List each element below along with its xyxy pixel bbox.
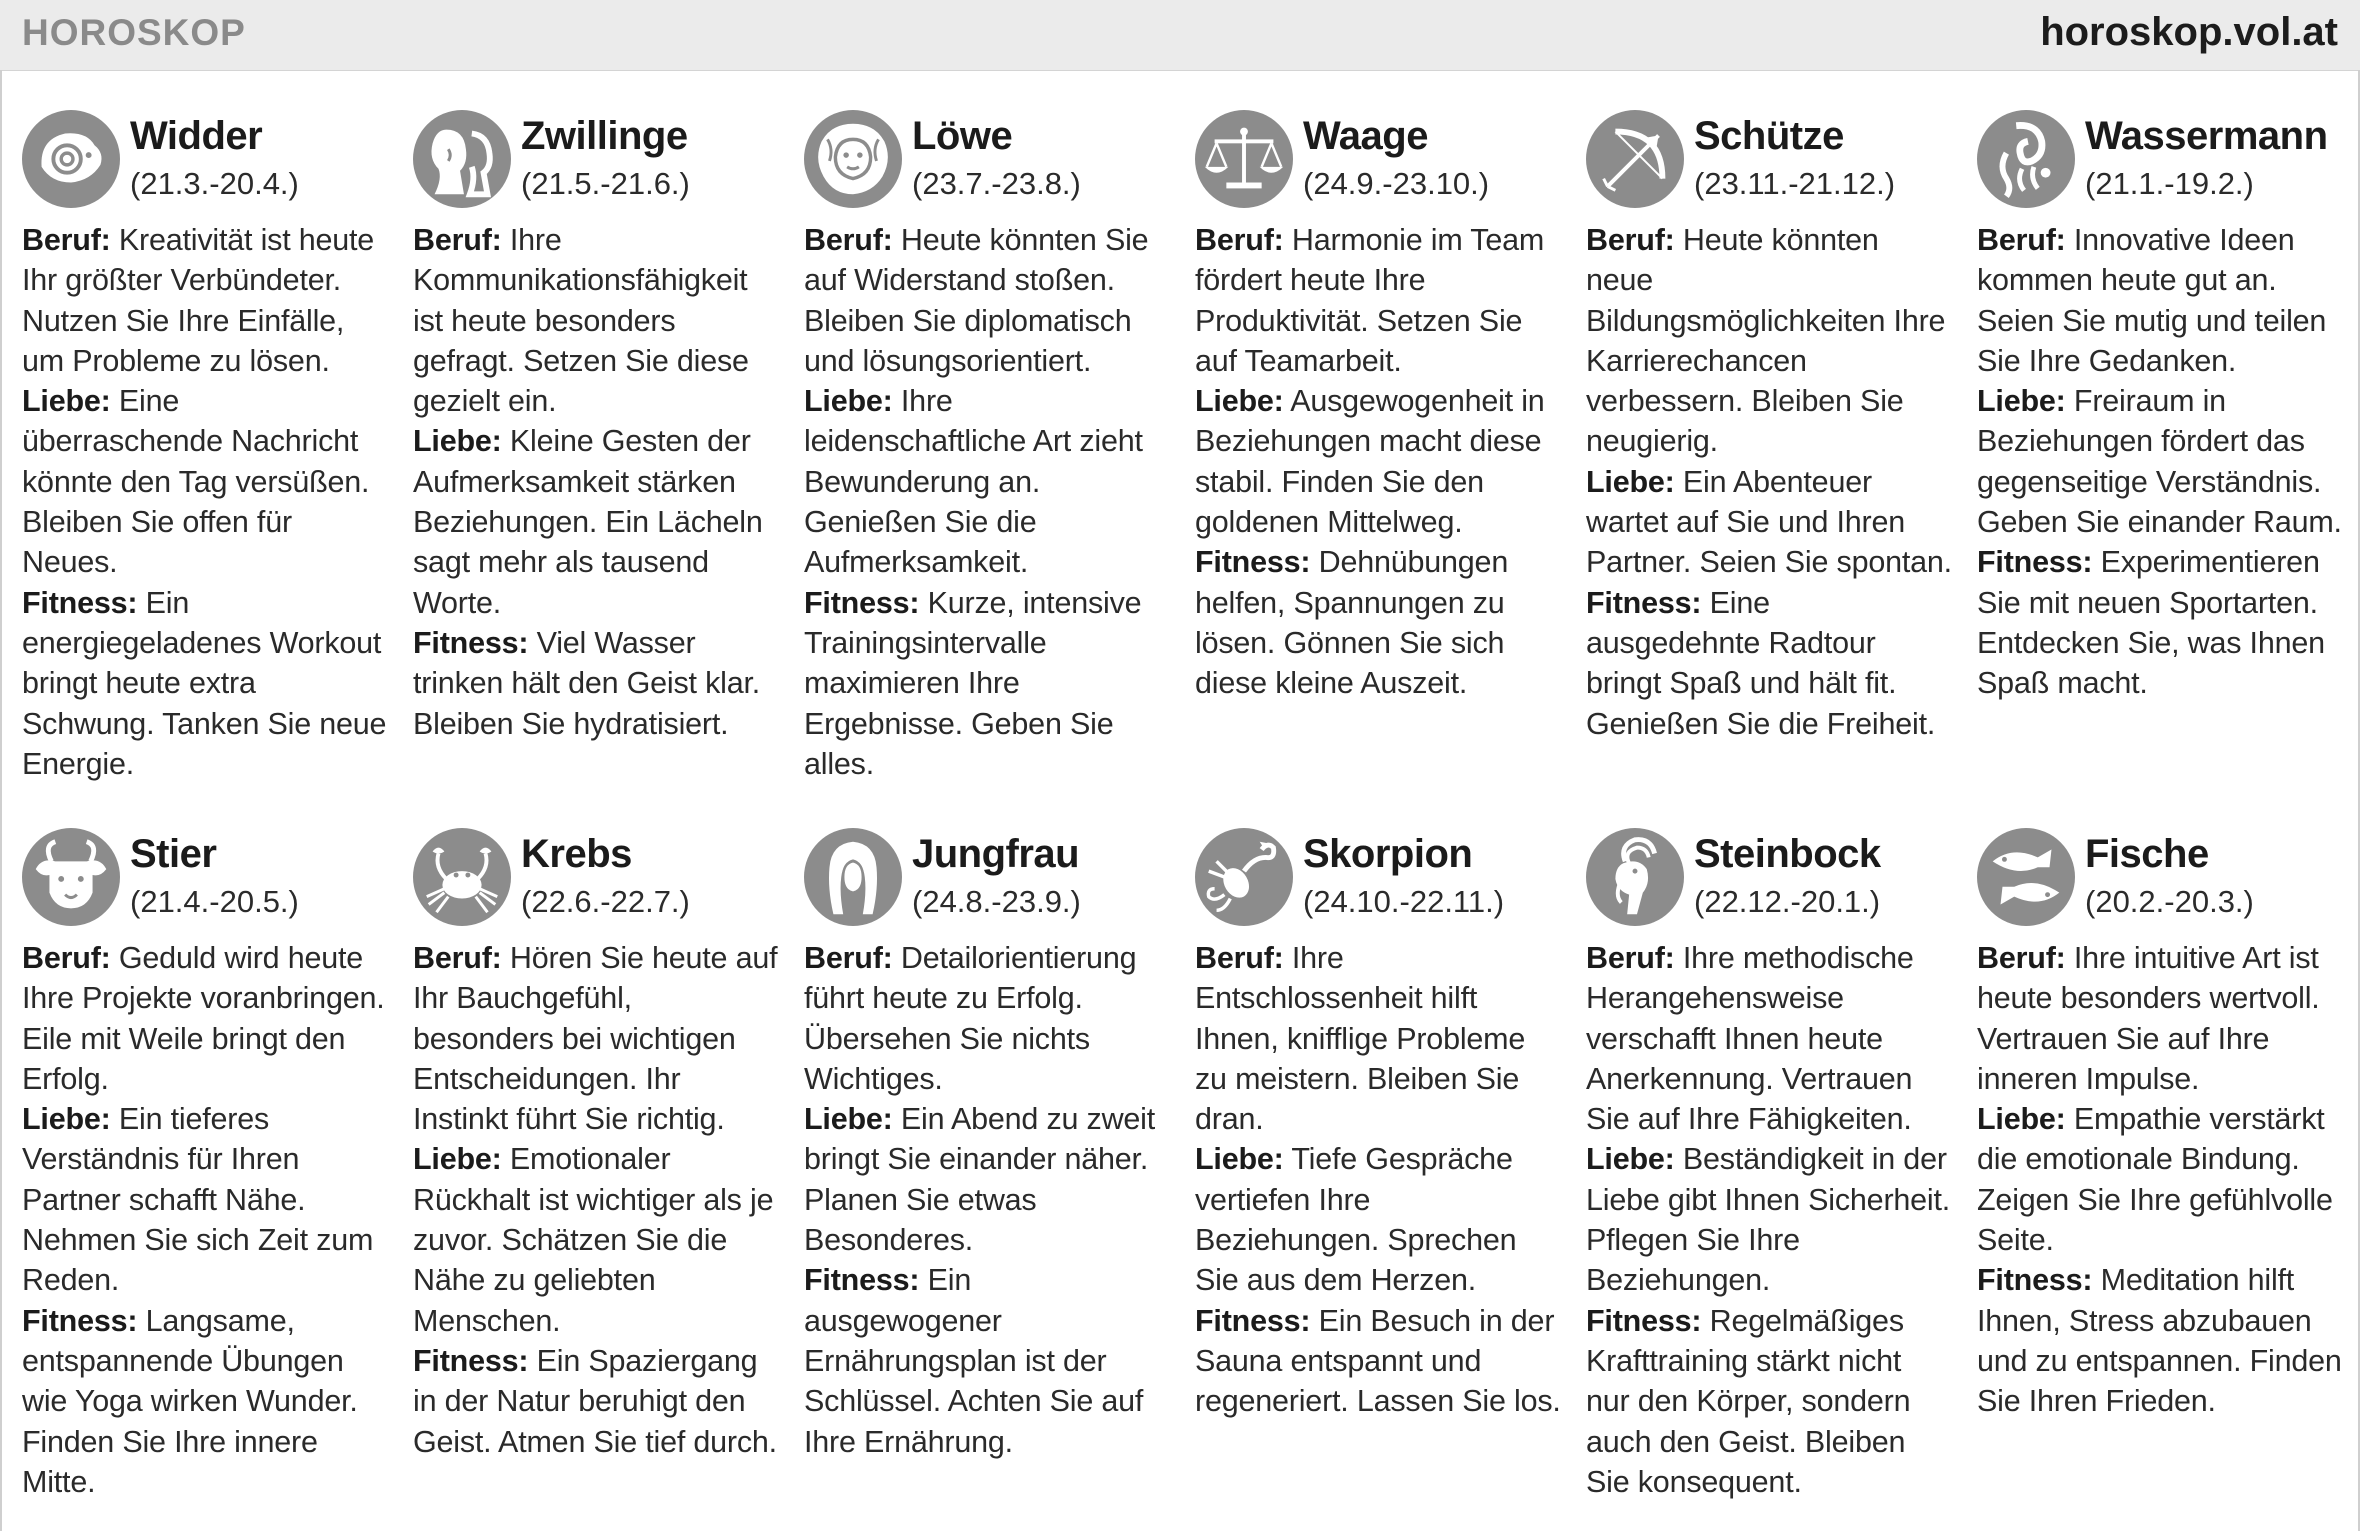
liebe-section: Liebe: Eine überraschende Nachricht könnte den Tag versüßen. Bleiben Sie offen für Neues. bbox=[22, 384, 370, 580]
page-header bbox=[0, 0, 2360, 71]
sign-dates: (21.4.-20.5.) bbox=[130, 884, 299, 919]
fitness-section: Fitness: Ein ausgewogener Ernährungsplan ist der Schlüssel. Achten Sie auf Ihre Ernährung. bbox=[804, 1263, 1144, 1459]
virgin-icon bbox=[804, 828, 902, 926]
beruf-section: Beruf: Ihre Kommunikationsfähigkeit ist heute besonders gefragt. Setzen Sie diese gezielt ein. bbox=[413, 223, 749, 419]
beruf-section: Beruf: Geduld wird heute Ihre Projekte voranbringen. Eile mit Weile bringt den Erfolg. bbox=[22, 941, 385, 1096]
sign-dates: (23.7.-23.8.) bbox=[912, 166, 1081, 201]
bow-arrow-icon bbox=[1586, 110, 1684, 208]
ram-icon bbox=[22, 110, 120, 208]
sign-card-krebs bbox=[413, 822, 779, 1522]
sign-dates: (20.2.-20.3.) bbox=[2085, 884, 2254, 919]
sign-card-fische bbox=[1977, 822, 2343, 1522]
fish-icon bbox=[1977, 828, 2075, 926]
beruf-section: Beruf: Ihre methodische Herangehensweise verschafft Ihnen heute Anerkennung. Vertrauen Sie auf Ihre Fähigkeiten. bbox=[1586, 941, 1914, 1137]
sign-dates: (21.1.-19.2.) bbox=[2085, 166, 2254, 201]
sign-card-wassermann bbox=[1977, 104, 2343, 822]
sign-card-waage bbox=[1195, 104, 1561, 822]
beruf-section: Beruf: Harmonie im Team fördert heute Ihre Produktivität. Setzen Sie auf Teamarbeit. bbox=[1195, 223, 1545, 378]
fitness-section: Fitness: Eine ausgedehnte Radtour bringt Spaß und hält fit. Genießen Sie die Freiheit. bbox=[1586, 585, 1936, 741]
sign-card-stier bbox=[22, 822, 388, 1522]
sign-dates: (21.3.-20.4.) bbox=[130, 166, 299, 201]
beruf-section: Beruf: Kreativität ist heute Ihr größter Verbündeter. Nutzen Sie Ihre Einfälle, um Probleme zu lösen. bbox=[22, 223, 375, 378]
beruf-section: Beruf: Hören Sie heute auf Ihr Bauchgefühl, besonders bei wichtigen Entscheidungen. Ihr Instinkt führt Sie richtig. bbox=[413, 941, 778, 1137]
sign-dates: (24.9.-23.10.) bbox=[1303, 166, 1490, 201]
liebe-section: Liebe: Ein Abenteuer wartet auf Sie und Ihren Partner. Seien Sie spontan. bbox=[1586, 464, 1952, 580]
sign-card-jungfrau bbox=[804, 822, 1170, 1522]
page-title: HOROSKOP bbox=[22, 12, 246, 53]
sign-name: Widder bbox=[130, 114, 263, 158]
sign-name: Krebs bbox=[521, 832, 632, 876]
sign-dates: (22.6.-22.7.) bbox=[521, 884, 690, 919]
sign-dates: (22.12.-20.1.) bbox=[1694, 884, 1881, 919]
liebe-section: Liebe: Freiraum in Beziehungen fördert das gegenseitige Verständnis. Geben Sie einander Raum. bbox=[1977, 384, 2342, 540]
sign-dates: (23.11.-21.12.) bbox=[1694, 166, 1896, 201]
sign-card-zwillinge bbox=[413, 104, 779, 822]
sign-name: Zwillinge bbox=[521, 114, 688, 158]
fitness-section: Fitness: Langsame, entspannende Übungen wie Yoga wirken Wunder. Finden Sie Ihre innere Mitte. bbox=[22, 1303, 358, 1499]
sign-card-loewe bbox=[804, 104, 1170, 822]
lion-icon bbox=[804, 110, 902, 208]
sign-name: Schütze bbox=[1694, 114, 1844, 158]
fitness-section: Fitness: Experimentieren Sie mit neuen Sportarten. Entdecken Sie, was Ihnen Spaß macht. bbox=[1977, 545, 2325, 701]
beruf-section: Beruf: Ihre intuitive Art ist heute besonders wertvoll. Vertrauen Sie auf Ihre inneren Impulse. bbox=[1977, 941, 2320, 1096]
liebe-section: Liebe: Emotionaler Rückhalt ist wichtiger als je zuvor. Schätzen Sie die Nähe zu geliebten Menschen. bbox=[413, 1142, 774, 1338]
sign-name: Fische bbox=[2085, 832, 2209, 876]
fitness-section: Fitness: Kurze, intensive Trainingsintervalle maximieren Ihre Ergebnisse. Geben Sie alles. bbox=[804, 585, 1142, 781]
scales-icon bbox=[1195, 110, 1293, 208]
liebe-section: Liebe: Ausgewogenheit in Beziehungen macht diese stabil. Finden Sie den goldenen Mittelweg. bbox=[1195, 384, 1545, 540]
frame-border-left bbox=[0, 70, 2, 1531]
fitness-section: Fitness: Ein energiegeladenes Workout bringt heute extra Schwung. Tanken Sie neue Energie. bbox=[22, 585, 387, 781]
sign-name: Waage bbox=[1303, 114, 1428, 158]
bull-icon bbox=[22, 828, 120, 926]
sign-dates: (24.10.-22.11.) bbox=[1303, 884, 1505, 919]
crab-icon bbox=[413, 828, 511, 926]
scorpion-icon bbox=[1195, 828, 1293, 926]
fitness-section: Fitness: Ein Spaziergang in der Natur beruhigt den Geist. Atmen Sie tief durch. bbox=[413, 1343, 777, 1459]
beruf-section: Beruf: Innovative Ideen kommen heute gut an. Seien Sie mutig und teilen Sie Ihre Gedanken. bbox=[1977, 223, 2327, 378]
fitness-section: Fitness: Ein Besuch in der Sauna entspannt und regeneriert. Lassen Sie los. bbox=[1195, 1303, 1561, 1419]
fitness-section: Fitness: Meditation hilft Ihnen, Stress abzubauen und zu entspannen. Finden Sie Ihren Frieden. bbox=[1977, 1263, 2342, 1419]
liebe-section: Liebe: Ein tieferes Verständnis für Ihren Partner schafft Nähe. Nehmen Sie sich Zeit zum Reden. bbox=[22, 1102, 374, 1298]
sign-name: Jungfrau bbox=[912, 832, 1080, 876]
water-bearer-icon bbox=[1977, 110, 2075, 208]
sign-name: Skorpion bbox=[1303, 832, 1473, 876]
beruf-section: Beruf: Detailorientierung führt heute zu Erfolg. Übersehen Sie nichts Wichtiges. bbox=[804, 941, 1137, 1096]
sign-name: Löwe bbox=[912, 114, 1013, 158]
sign-card-steinbock bbox=[1586, 822, 1952, 1522]
site-url[interactable]: horoskop.vol.at bbox=[2040, 10, 2338, 54]
beruf-section: Beruf: Ihre Entschlossenheit hilft Ihnen, knifflige Probleme zu meistern. Bleiben Sie dran. bbox=[1195, 941, 1526, 1137]
goat-icon bbox=[1586, 828, 1684, 926]
fitness-section: Fitness: Dehnübungen helfen, Spannungen zu lösen. Gönnen Sie sich diese kleine Auszeit. bbox=[1195, 545, 1509, 701]
fitness-section: Fitness: Viel Wasser trinken hält den Geist klar. Bleiben Sie hydratisiert. bbox=[413, 625, 761, 741]
sign-name: Wassermann bbox=[2085, 114, 2328, 158]
liebe-section: Liebe: Ein Abend zu zweit bringt Sie einander näher. Planen Sie etwas Besonderes. bbox=[804, 1102, 1156, 1258]
twins-icon bbox=[413, 110, 511, 208]
sign-dates: (21.5.-21.6.) bbox=[521, 166, 690, 201]
liebe-section: Liebe: Tiefe Gespräche vertiefen Ihre Beziehungen. Sprechen Sie aus dem Herzen. bbox=[1195, 1142, 1517, 1298]
liebe-section: Liebe: Empathie verstärkt die emotionale Bindung. Zeigen Sie Ihre gefühlvolle Seite. bbox=[1977, 1102, 2333, 1258]
liebe-section: Liebe: Beständigkeit in der Liebe gibt Ihnen Sicherheit. Pflegen Sie Ihre Beziehungen. bbox=[1586, 1142, 1951, 1298]
sign-card-schuetze bbox=[1586, 104, 1952, 822]
sign-name: Stier bbox=[130, 832, 217, 876]
sign-name: Steinbock bbox=[1694, 832, 1881, 876]
liebe-section: Liebe: Kleine Gesten der Aufmerksamkeit stärken Beziehungen. Ein Lächeln sagt mehr als tausend Worte. bbox=[413, 424, 763, 620]
beruf-section: Beruf: Heute könnten neue Bildungsmöglichkeiten Ihre Karrierechancen verbessern. Bleiben Sie neugierig. bbox=[1586, 223, 1946, 459]
sign-dates: (24.8.-23.9.) bbox=[912, 884, 1081, 919]
liebe-section: Liebe: Ihre leidenschaftliche Art zieht Bewunderung an. Genießen Sie die Aufmerksamkeit. bbox=[804, 384, 1143, 580]
beruf-section: Beruf: Heute könnten Sie auf Widerstand stoßen. Bleiben Sie diplomatisch und lösungsorientiert. bbox=[804, 223, 1149, 378]
fitness-section: Fitness: Regelmäßiges Krafttraining stärkt nicht nur den Körper, sondern auch den Geist. Bleiben Sie konsequent. bbox=[1586, 1303, 1911, 1499]
sign-card-skorpion bbox=[1195, 822, 1561, 1522]
sign-card-widder bbox=[22, 104, 388, 822]
horoscope-grid bbox=[22, 104, 2342, 1522]
